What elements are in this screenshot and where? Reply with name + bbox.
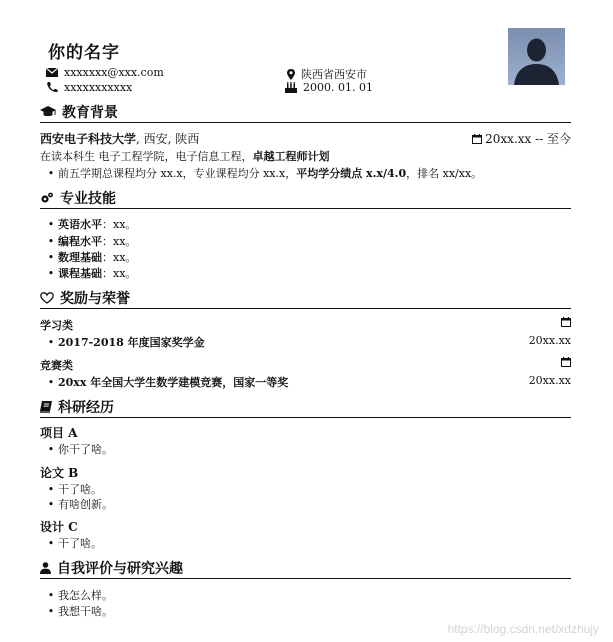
award-group-competition [40, 357, 571, 373]
self-bullet-text: 我怎么样。 [58, 589, 113, 602]
section-skills [40, 188, 571, 209]
design-bullet-text: 干了啥。 [58, 537, 102, 550]
envelope-icon [46, 68, 58, 77]
skill-item: • 数理基础：xx。 [47, 251, 137, 264]
skill-value: ：xx。 [102, 267, 137, 280]
award-group-study [40, 317, 571, 333]
paper-bullet: • 有啥创新。 [47, 498, 113, 511]
research-title: 科研经历 [58, 400, 114, 416]
profile-photo [508, 28, 565, 85]
skill-label: 数理基础 [58, 251, 102, 264]
watermark-text: https://blog.csdn.net/xdzhujy [447, 622, 599, 636]
birthday-cake-icon [285, 82, 297, 93]
email-text[interactable]: xxxxxxx@xxx.com [64, 66, 164, 79]
education-date-text: 20xx.xx -- 至今 [485, 132, 571, 146]
project-name: 项目 A [40, 426, 78, 440]
award-group-name: 学习类 [40, 319, 73, 332]
cogs-icon [40, 192, 54, 204]
skill-item: • 编程水平：xx。 [47, 235, 137, 248]
education-detail [40, 148, 330, 164]
skill-item: • 英语水平：xx。 [47, 218, 137, 231]
skill-label: 英语水平 [58, 218, 102, 231]
section-education [40, 102, 571, 123]
self-title: 自我评价与研究兴趣 [57, 561, 183, 577]
education-program: 卓越工程师计划 [252, 150, 330, 163]
avatar-silhouette-icon [508, 28, 565, 85]
skill-label: 课程基础 [58, 267, 102, 280]
heart-icon [40, 292, 54, 304]
design-name: 设计 C [40, 520, 78, 534]
education-bullet: • 前五学期总课程均分 xx.x，专业课程均分 xx.x，平均学分绩点 x.x/4.0，排名 xx/xx。 [47, 167, 483, 180]
school-name: 西安电子科技大学 [40, 132, 137, 146]
phone-row [46, 81, 132, 94]
award-item-text: 年全国大学生数学建模竞赛，国家一等奖 [86, 376, 289, 389]
education-title: 教育背景 [62, 105, 118, 121]
skill-value: ：xx。 [102, 218, 137, 231]
education-detail-text: 在读本科生 电子工程学院，电子信息工程， [40, 150, 253, 163]
award-item: • 2017-2018 年度国家奖学金 20xx.xx [47, 334, 571, 349]
self-bullet: • 我怎么样。 [47, 589, 113, 602]
paper-bullet: • 干了啥。 [47, 483, 102, 496]
project-bullet-text: 你干了啥。 [58, 443, 113, 456]
paper-name: 论文 B [40, 466, 79, 480]
skills-title: 专业技能 [60, 191, 116, 207]
award-item-year: 20xx [58, 376, 87, 389]
graduation-cap-icon [40, 106, 56, 118]
award-date: 20xx.xx [528, 334, 571, 347]
calendar-icon [472, 134, 482, 144]
award-date: 20xx.xx [528, 374, 571, 387]
section-self-evaluation [40, 558, 571, 579]
education-rank: ，排名 xx/xx。 [406, 167, 483, 180]
location-row [287, 66, 367, 82]
award-group-name: 竞赛类 [40, 359, 73, 372]
skill-item: • 课程基础：xx。 [47, 267, 137, 280]
education-gpa: 平均学分绩点 x.x/4.0 [296, 167, 407, 180]
project-bullet: • 你干了啥。 [47, 443, 113, 456]
award-item: • 20xx 年全国大学生数学建模竞赛，国家一等奖 20xx.xx [47, 374, 571, 389]
school-location: , 西安, 陕西 [136, 132, 200, 146]
education-school-row [40, 130, 571, 147]
book-icon [40, 401, 52, 413]
skill-value: ：xx。 [102, 251, 137, 264]
phone-text: xxxxxxxxxxx [64, 81, 133, 94]
calendar-icon [561, 357, 571, 370]
paper-bullet-text: 有啥创新。 [58, 498, 113, 511]
section-awards [40, 288, 571, 309]
awards-title: 奖励与荣誉 [60, 291, 130, 307]
award-item-text: 2017-2018 年度国家奖学金 [58, 336, 205, 349]
birthday-row [285, 81, 373, 94]
self-bullet: • 我想干啥。 [47, 605, 113, 618]
education-score-text: 前五学期总课程均分 xx.x，专业课程均分 xx.x， [58, 167, 297, 180]
resume-name: 你的名字 [48, 43, 120, 63]
skill-value: ：xx。 [102, 235, 137, 248]
phone-icon [46, 82, 58, 93]
design-bullet: • 干了啥。 [47, 537, 102, 550]
email-row [46, 66, 164, 79]
paper-bullet-text: 干了啥。 [58, 483, 102, 496]
birthday-text: 2000. 01. 01 [303, 81, 373, 94]
skill-label: 编程水平 [58, 235, 102, 248]
self-bullet-text: 我想干啥。 [58, 605, 113, 618]
user-icon [40, 562, 51, 574]
section-research [40, 397, 571, 418]
map-marker-icon [287, 69, 295, 80]
education-date [472, 130, 571, 147]
location-text: 陕西省西安市 [301, 68, 367, 81]
calendar-icon [561, 317, 571, 330]
